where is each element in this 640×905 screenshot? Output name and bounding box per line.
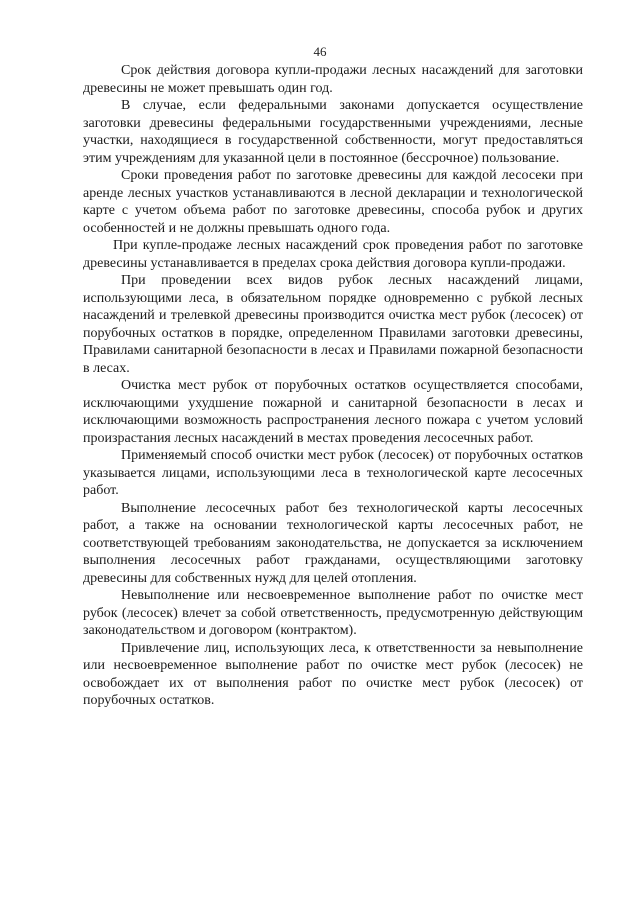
paragraph-contract-term: Срок действия договора купли-продажи лесных насаждений для заготовки древесины не может превышать один год.	[83, 63, 583, 96]
paragraph-liability-not-exempt: Привлечение лиц, использующих леса, к ответственности за невыполнение или несвоевременное выполнение работ по очистке мест рубок (лесосек) не освобождает их от выполнения работ по очистке мест рубок (лесосек) от порубочных остатков.	[83, 640, 583, 708]
paragraph-technological-card: Выполнение лесосечных работ без технологической карты лесосечных работ, а также на основании технологической карты лесосечных работ, не соответствующей требованиям законодательства, не допускается за исключением выполнения лесосечных работ гражданами, осуществляющими заготовку древесины для собственных нужд для целей отопления.	[83, 500, 583, 586]
paragraph-cleaning-method-card: Применяемый способ очистки мест рубок (лесосек) от порубочных остатков указывается лицами, использующими леса в технологической карте лесосечных работ.	[83, 448, 583, 498]
page-number: 46	[313, 44, 327, 59]
paragraph-cleaning-methods: Очистка мест рубок от порубочных остатков осуществляется способами, исключающими ухудшение пожарной и санитарной безопасности в лесах и исключающими возможность распространения лесного пожара с учетом условий произрастания лесных насаждений в местах проведения лесосечных работ.	[83, 378, 583, 446]
paragraph-federal-institutions: В случае, если федеральными законами допускается осуществление заготовки древесины федеральными государственными учреждениями, лесные участки, находящиеся в государственной собственности, могут предоставляться этим учреждениям для указанной цели в постоянное (бессрочное) пользование.	[83, 98, 583, 166]
paragraph-liability: Невыполнение или несвоевременное выполнение работ по очистке мест рубок (лесосек) влечет за собой ответственность, предусмотренную действующим законодательством и договором (контрактом).	[83, 588, 583, 638]
paragraph-sale-work-terms: При купле-продаже лесных насаждений срок проведения работ по заготовке древесины устанавливается в пределах срока действия договора купли-продажи.	[83, 238, 583, 271]
paragraph-lease-work-terms: Сроки проведения работ по заготовке древесины для каждой лесосеки при аренде лесных участков устанавливаются в лесной декларации и технологической карте с учетом объема работ по заготовке древесины, способа рубок и других особенностей и не должны превышать одного года.	[83, 168, 583, 236]
document-body	[83, 62, 583, 710]
paragraph-cleaning-obligation: При проведении всех видов рубок лесных насаждений лицами, использующими леса, в обязательном порядке одновременно с рубкой лесных насаждений и трелевкой древесины производится очистка мест рубок (лесосек) от порубочных остатков в порядке, определенном Правилами заготовки древесины, Правилами санитарной безопасности в лесах и Правилами пожарной безопасности в лесах.	[83, 273, 583, 376]
